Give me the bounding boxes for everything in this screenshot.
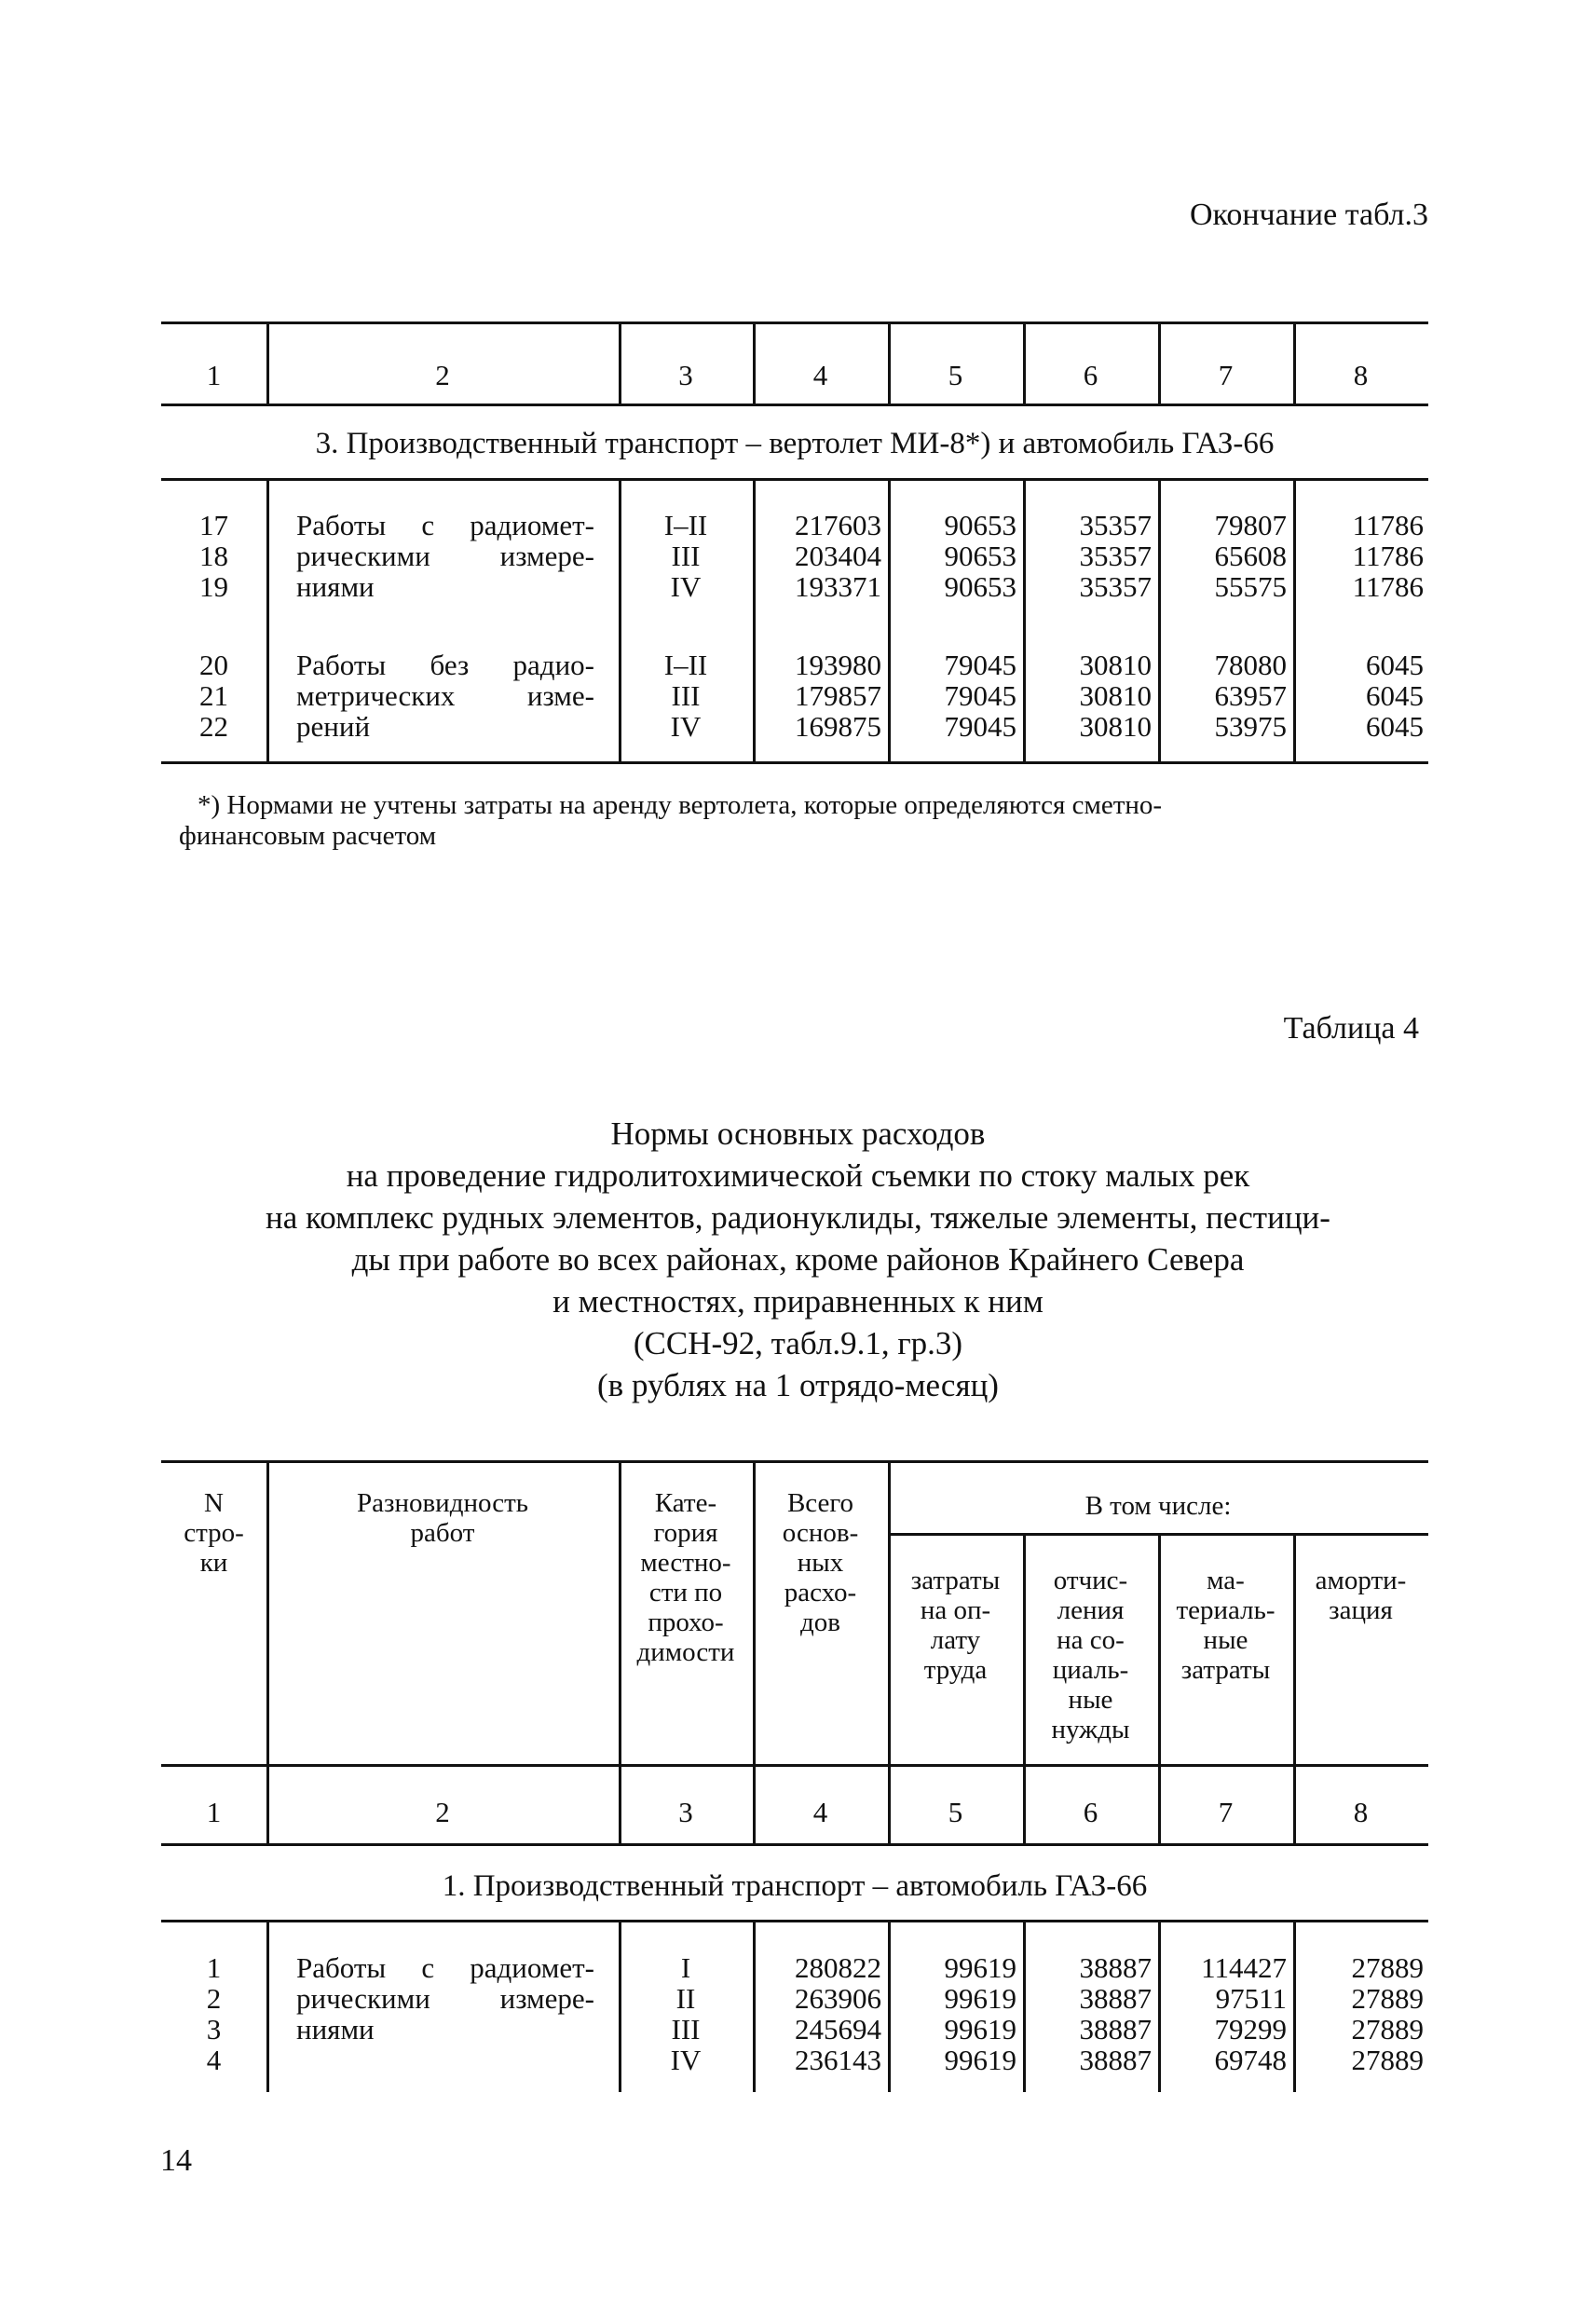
header-category (619, 1488, 753, 1667)
value-cell: 11786 (1352, 509, 1424, 541)
header-line: ные (1203, 1625, 1248, 1655)
col-number: 2 (435, 1796, 450, 1828)
value-cell: 11786 (1352, 540, 1424, 572)
value-cell: 99619 (944, 2013, 1016, 2045)
header-line: лату (930, 1625, 981, 1655)
col-number: 8 (1353, 359, 1369, 391)
header-line: аморти- (1315, 1566, 1407, 1595)
row-number: 20 (199, 649, 228, 681)
value-cell: 27889 (1351, 2044, 1424, 2076)
header-line: дов (800, 1607, 840, 1637)
value-cell: 63957 (1214, 679, 1287, 712)
col-number: 4 (812, 359, 828, 391)
continuation-note: Окончание табл.3 (1190, 198, 1428, 232)
value-cell: 217603 (795, 509, 881, 541)
table3-bottom-rule (161, 761, 1428, 764)
value-cell: 203404 (795, 540, 881, 572)
header-line: гория (653, 1518, 718, 1548)
work-kind-label: ниями (296, 570, 375, 603)
header-line: затраты (1180, 1655, 1271, 1685)
header-kind (266, 1488, 619, 1548)
header-rownum (161, 1488, 266, 1578)
value-cell: 280822 (795, 1951, 881, 1984)
category: III (671, 2013, 701, 2045)
header-line: затраты (910, 1566, 1001, 1595)
work-kind-label: Работы с радиомет- (296, 509, 594, 541)
table4-colnum-rule (161, 1843, 1428, 1846)
table3-section-rule (161, 478, 1428, 481)
col-number: 5 (948, 359, 963, 391)
value-cell: 11786 (1352, 570, 1424, 603)
col-number: 4 (812, 1796, 828, 1828)
work-kind-label: Работы без радио- (296, 649, 594, 681)
header-line: зация (1329, 1595, 1393, 1625)
value-cell: 90653 (944, 540, 1016, 572)
value-cell: 90653 (944, 570, 1016, 603)
header-line: Разновидность (357, 1488, 528, 1518)
value-cell: 245694 (795, 2013, 881, 2045)
col-number: 7 (1218, 1796, 1234, 1828)
category: I–II (663, 509, 708, 541)
header-line: ных (797, 1548, 844, 1578)
value-cell: 79045 (944, 710, 1016, 743)
header-line: N (204, 1488, 224, 1518)
value-cell: 30810 (1079, 649, 1152, 681)
category: III (671, 540, 701, 572)
table4-section-title: 1. Производственный транспорт – автомобиль ГАЗ-66 (442, 1869, 1148, 1903)
work-kind-label: рическими измере- (296, 1982, 594, 2015)
col-number: 8 (1353, 1796, 1369, 1828)
value-cell: 35357 (1079, 570, 1152, 603)
col-number: 2 (435, 359, 450, 391)
value-cell: 27889 (1351, 1951, 1424, 1984)
table3-section-title: 3. Производственный транспорт – вертолет МИ-8*) и автомобиль ГАЗ-66 (315, 427, 1275, 460)
value-cell: 38887 (1079, 1951, 1152, 1984)
category: IV (670, 2044, 702, 2076)
value-cell: 38887 (1079, 2044, 1152, 2076)
category: I (680, 1951, 691, 1984)
row-number: 2 (206, 1982, 222, 2015)
table4-title-line: и местностях, приравненных к ним (552, 1283, 1044, 1320)
value-cell: 35357 (1079, 540, 1152, 572)
header-line: Кате- (654, 1488, 717, 1518)
table4-title-line: (ССН-92, табл.9.1, гр.3) (633, 1325, 963, 1361)
value-cell: 236143 (795, 2044, 881, 2076)
value-cell: 27889 (1351, 1982, 1424, 2015)
header-including: В том числе: (1084, 1491, 1232, 1521)
value-cell: 69748 (1214, 2044, 1287, 2076)
table3-colnum-rule (161, 404, 1428, 406)
header-line: циаль- (1052, 1655, 1129, 1685)
header-total (753, 1488, 888, 1637)
value-cell: 6045 (1366, 649, 1424, 681)
value-cell: 38887 (1079, 2013, 1152, 2045)
value-cell: 193371 (795, 570, 881, 603)
header-line: отчис- (1053, 1566, 1128, 1595)
value-cell: 79807 (1214, 509, 1287, 541)
header-social (1023, 1566, 1158, 1744)
col-number: 6 (1083, 359, 1098, 391)
table4-title-line: на комплекс рудных элементов, радионуклиды, тяжелые элементы, пестици- (266, 1199, 1330, 1236)
value-cell: 53975 (1214, 710, 1287, 743)
header-labor (888, 1566, 1023, 1685)
header-line: ные (1068, 1685, 1113, 1715)
value-cell: 193980 (795, 649, 881, 681)
header-amortization (1293, 1566, 1428, 1625)
value-cell: 6045 (1366, 679, 1424, 712)
category: III (671, 679, 701, 712)
row-number: 22 (199, 710, 228, 743)
header-line: димости (636, 1637, 735, 1667)
table4-vline (266, 1920, 269, 2092)
value-cell: 99619 (944, 2044, 1016, 2076)
header-line: стро- (184, 1518, 244, 1548)
header-line: териаль- (1176, 1595, 1275, 1625)
col-number: 3 (678, 1796, 693, 1828)
value-cell: 97511 (1215, 1982, 1287, 2015)
table3-footnote-line2: финансовым расчетом (179, 821, 437, 851)
header-line: ки (199, 1548, 228, 1578)
work-kind-label: рическими измере- (296, 540, 594, 572)
col-number: 6 (1083, 1796, 1098, 1828)
value-cell: 27889 (1351, 2013, 1424, 2045)
category: I–II (663, 649, 708, 681)
row-number: 21 (199, 679, 228, 712)
col-number: 1 (206, 1796, 222, 1828)
col-number: 5 (948, 1796, 963, 1828)
value-cell: 179857 (795, 679, 881, 712)
value-cell: 30810 (1079, 710, 1152, 743)
header-line: работ (410, 1518, 475, 1548)
table4-section-rule (161, 1920, 1428, 1922)
value-cell: 79045 (944, 649, 1016, 681)
row-number: 19 (199, 570, 228, 603)
value-cell: 99619 (944, 1982, 1016, 2015)
value-cell: 78080 (1214, 649, 1287, 681)
value-cell: 65608 (1214, 540, 1287, 572)
table3-top-rule (161, 321, 1428, 324)
table3-footnote-line1: *) Нормами не учтены затраты на аренду вертолета, которые определяются сметно- (198, 790, 1163, 820)
category: IV (670, 710, 702, 743)
table4-title-line: (в рублях на 1 отрядо-месяц) (597, 1367, 999, 1403)
header-line: Всего (786, 1488, 854, 1518)
header-material (1158, 1566, 1293, 1685)
value-cell: 99619 (944, 1951, 1016, 1984)
table4-label: Таблица 4 (1283, 1011, 1419, 1046)
col-number: 3 (678, 359, 693, 391)
value-cell: 6045 (1366, 710, 1424, 743)
work-kind-label: Работы с радиомет- (296, 1951, 594, 1984)
page-number: 14 (160, 2143, 192, 2178)
table4-header-bottom-rule (161, 1764, 1428, 1767)
table4-title-line: ды при работе во всех районах, кроме районов Крайнего Севера (351, 1241, 1245, 1278)
value-cell: 79299 (1214, 2013, 1287, 2045)
value-cell: 263906 (795, 1982, 881, 2015)
work-kind-label: рений (296, 710, 371, 743)
header-line: расхо- (784, 1578, 857, 1607)
header-line: на со- (1057, 1625, 1125, 1655)
value-cell: 35357 (1079, 509, 1152, 541)
row-number: 17 (199, 509, 228, 541)
table4-title-line: Нормы основных расходов (610, 1115, 986, 1152)
header-line: сти по (648, 1578, 723, 1607)
col-number: 7 (1218, 359, 1234, 391)
work-kind-label: метрических изме- (296, 679, 594, 712)
col-number: 1 (206, 359, 222, 391)
table3-vline (266, 478, 269, 761)
header-line: нужды (1051, 1715, 1130, 1744)
row-number: 3 (206, 2013, 222, 2045)
header-line: на оп- (920, 1595, 991, 1625)
row-number: 1 (206, 1951, 222, 1984)
value-cell: 30810 (1079, 679, 1152, 712)
value-cell: 79045 (944, 679, 1016, 712)
header-line: основ- (782, 1518, 859, 1548)
table4-top-rule (161, 1460, 1428, 1463)
value-cell: 55575 (1214, 570, 1287, 603)
header-line: ма- (1207, 1566, 1245, 1595)
category: II (675, 1982, 696, 2015)
value-cell: 114427 (1201, 1951, 1287, 1984)
header-line: труда (923, 1655, 988, 1685)
row-number: 4 (206, 2044, 222, 2076)
table4-title-line: на проведение гидролитохимической съемки по стоку малых рек (346, 1157, 1250, 1194)
header-line: местно- (640, 1548, 731, 1578)
value-cell: 90653 (944, 509, 1016, 541)
header-line: ления (1057, 1595, 1125, 1625)
value-cell: 38887 (1079, 1982, 1152, 2015)
header-line: прохо- (648, 1607, 724, 1637)
value-cell: 169875 (795, 710, 881, 743)
work-kind-label: ниями (296, 2013, 375, 2045)
row-number: 18 (199, 540, 228, 572)
category: IV (670, 570, 702, 603)
